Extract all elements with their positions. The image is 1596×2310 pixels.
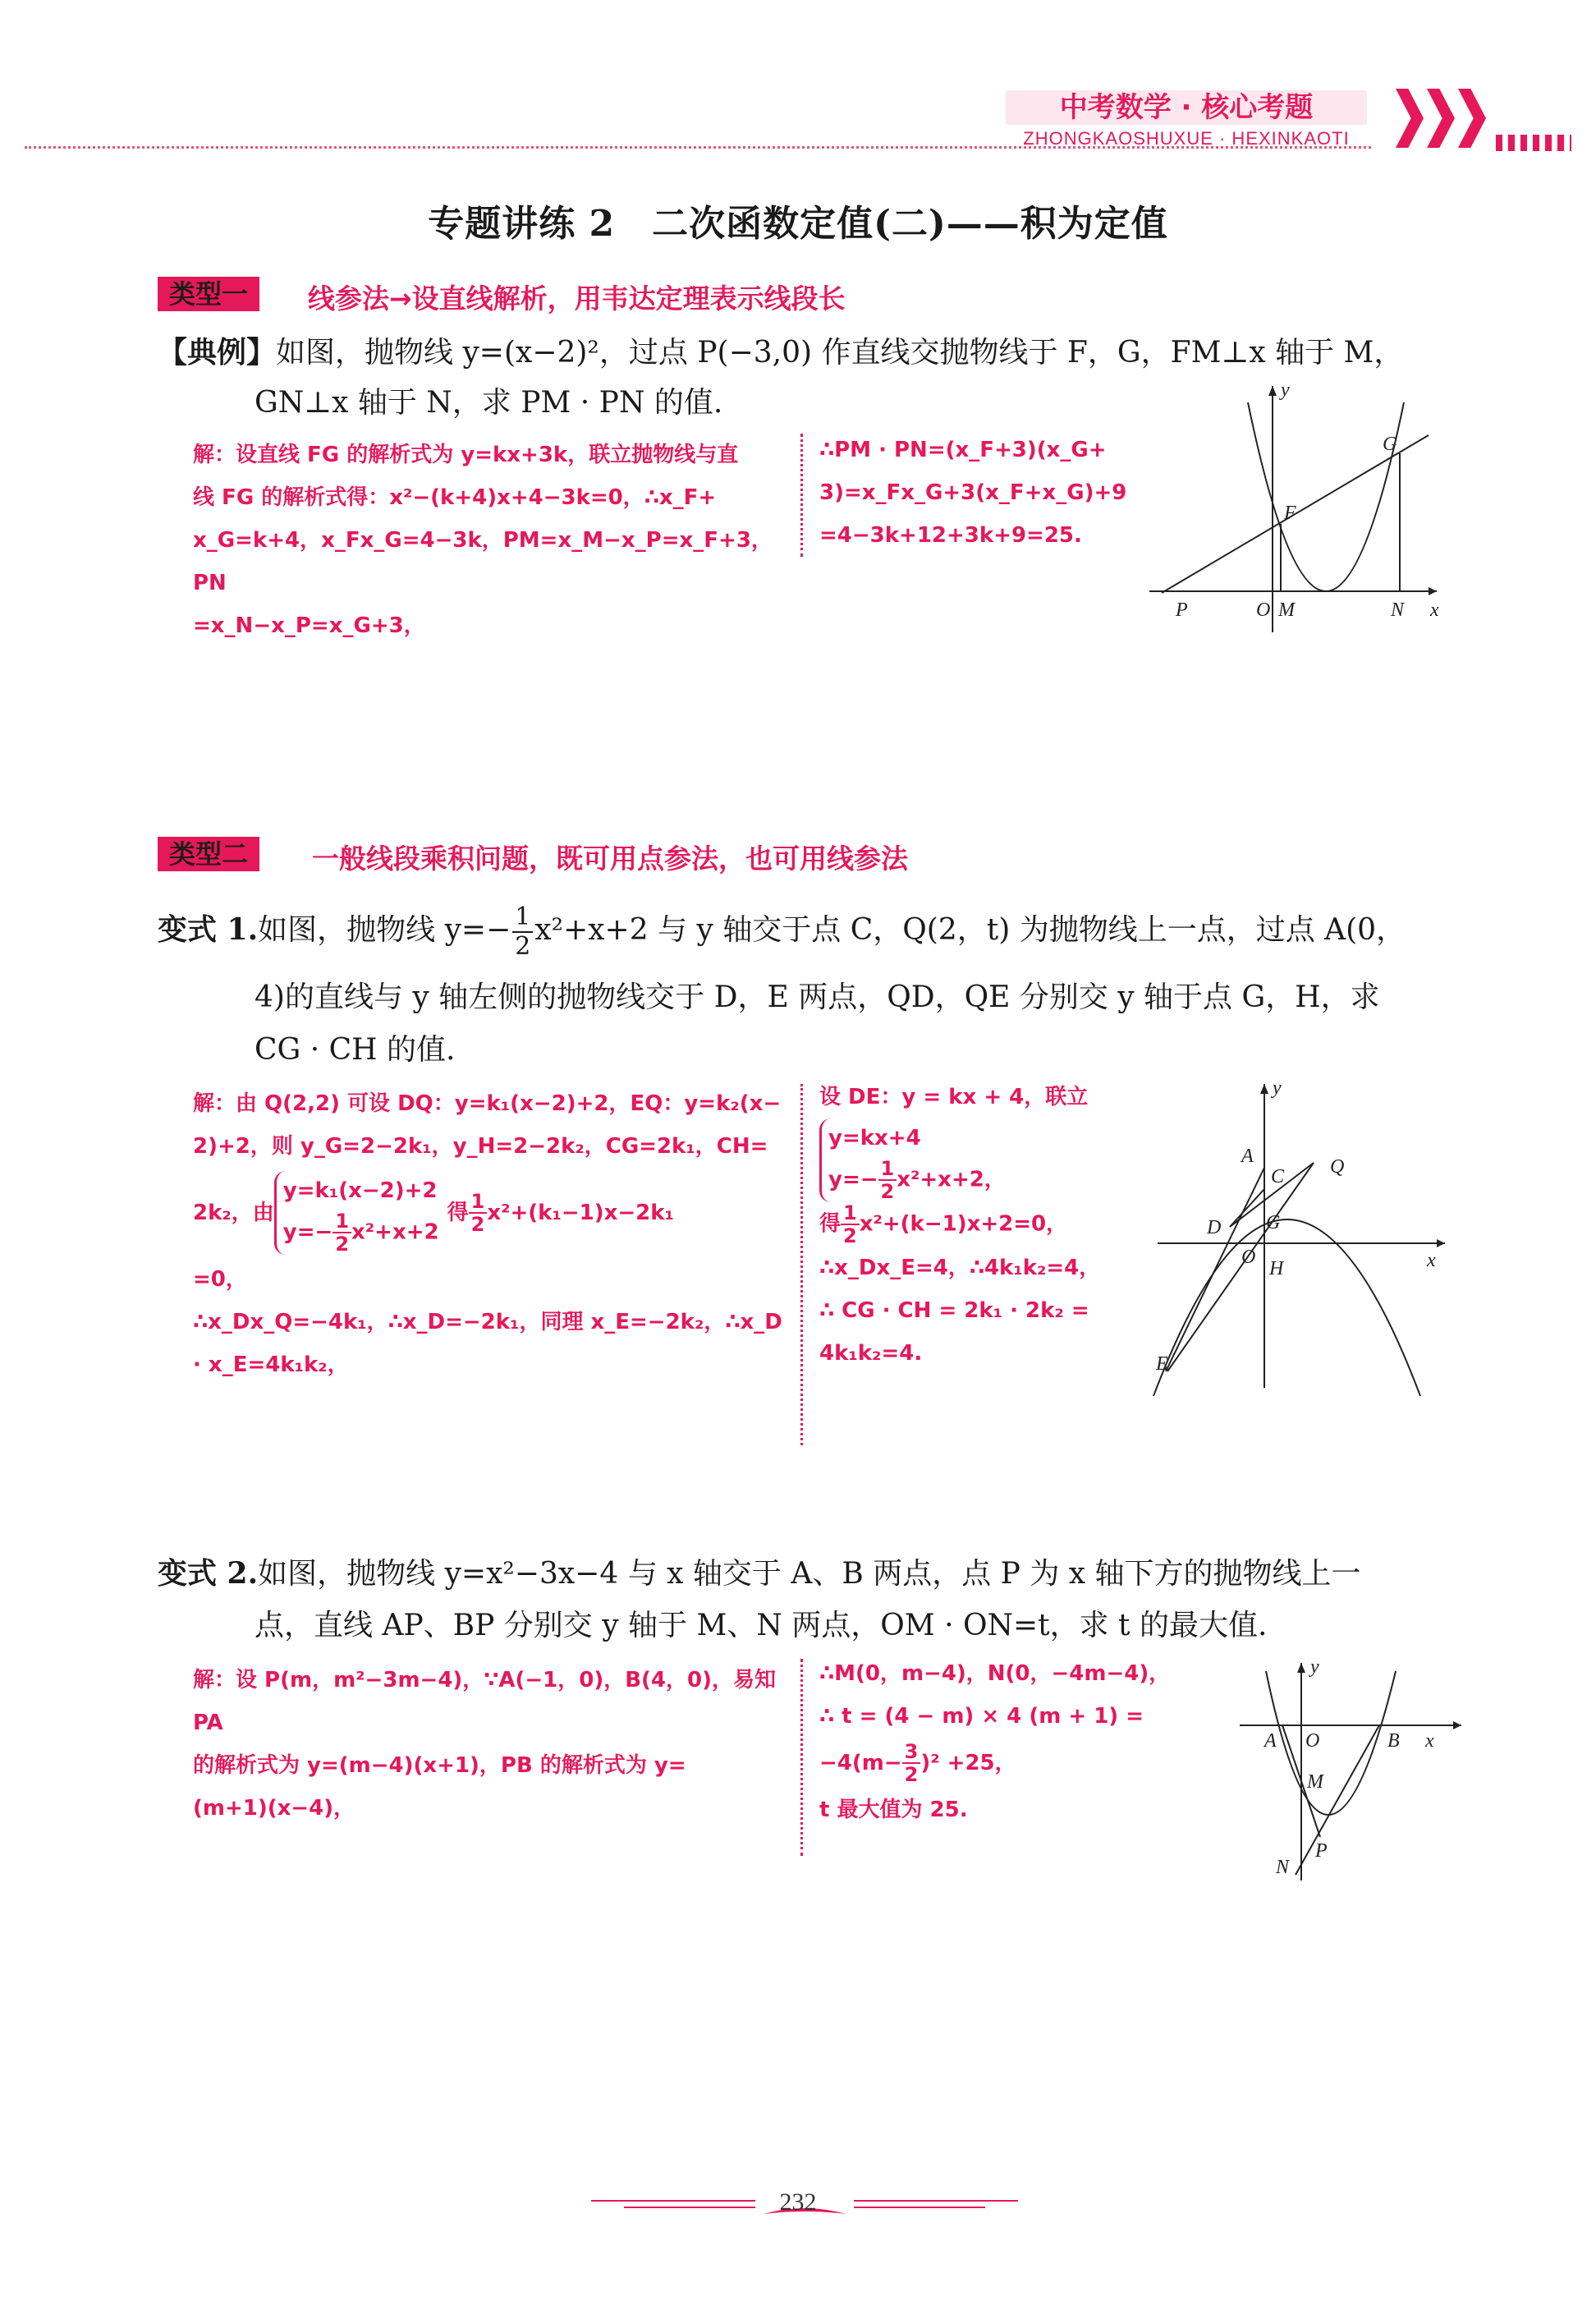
svg-text:F: F <box>1284 503 1296 524</box>
variant1-label: 变式 1. <box>158 912 259 947</box>
variant2-label: 变式 2. <box>158 1556 259 1591</box>
svg-text:H: H <box>1269 1258 1284 1279</box>
page-title: 专题讲练 2 二次函数定值(二)——积为定值 <box>428 203 1168 245</box>
system-brace: y=kx+4 y=− $\frac{1}{2}$ x²+x+2， <box>819 1118 1006 1202</box>
svg-text:G: G <box>1383 434 1397 455</box>
solution-divider <box>800 1084 803 1445</box>
chevron-icon <box>1458 89 1486 148</box>
svg-text:C: C <box>1271 1166 1285 1187</box>
svg-text:A: A <box>1241 1146 1254 1167</box>
svg-text:B: B <box>1387 1730 1400 1752</box>
fraction: $\frac{1}{2}$ <box>512 903 533 961</box>
example-figure <box>1141 378 1453 641</box>
svg-text:x: x <box>1425 1730 1434 1752</box>
variant1-line-1: 变式 1.如图，抛物线 y=− $\frac{1}{2}$ x²+x+2 与 y 轴交于点 C，Q(2，t) 为抛物线上一点，过点 A(0， <box>158 902 1406 961</box>
section-tag-2: 类型二 <box>158 837 259 871</box>
variant2-solution-right: ∴M(0，m−4)，N(0，−4m−4)， ∴ t = (4 − m) × 4 (m + 1) = −4(m− $\frac{3}{2}$ )² +25， t 最大值为 25. <box>819 1661 1171 1822</box>
section-heading-2: 一般线段乘积问题，既可用点参法，也可用线参法 <box>312 843 908 875</box>
svg-text:P: P <box>1315 1840 1328 1862</box>
variant1-figure <box>1149 1076 1453 1396</box>
svg-text:N: N <box>1276 1857 1290 1878</box>
system-brace: y=k₁(x−2)+2 y=− $\frac{1}{2}$ x²+x+2 <box>274 1171 439 1255</box>
solution-divider <box>800 434 803 557</box>
svg-text:O: O <box>1256 599 1271 621</box>
svg-text:O: O <box>1241 1247 1256 1268</box>
variant1-line-2: 4)的直线与 y 轴左侧的抛物线交于 D，E 两点，QD，QE 分别交 y 轴于点 G，H，求 <box>255 980 1380 1014</box>
svg-text:D: D <box>1207 1217 1222 1238</box>
svg-text:x: x <box>1430 599 1439 621</box>
solution-divider <box>800 1659 803 1856</box>
example-solution-left: 解：设直线 FG 的解析式为 y=kx+3k，联立抛物线与直 线 FG 的解析式得：x²−(k+4)x+4−3k=0，∴x_F+ x_G=k+4，x_Fx_G=4−3k，PM=x_M−x_P=x_F+3，PN =x_N−x_P=x_G+3， <box>193 443 773 638</box>
svg-text:M: M <box>1307 1771 1323 1793</box>
svg-text:P: P <box>1176 599 1188 621</box>
svg-text:y: y <box>1281 379 1290 401</box>
variant2-solution-left: 解：设 P(m，m²−3m−4)，∵A(−1，0)，B(4，0)，易知 PA 的解析式为 y=(m−4)(x+1)，PB 的解析式为 y= (m+1)(x−4)， <box>193 1668 776 1821</box>
header-stripes <box>1496 135 1571 151</box>
variant1-line-3: CG · CH 的值. <box>255 1033 456 1067</box>
example-question <box>158 327 1455 379</box>
svg-text:M: M <box>1278 599 1295 621</box>
section-heading-1: 线参法→设直线解析，用韦达定理表示线段长 <box>308 282 846 315</box>
svg-text:E: E <box>1156 1353 1168 1375</box>
variant1-solution-left: 解：由 Q(2,2) 可设 DQ：y=k₁(x−2)+2，EQ：y=k₂(x− 2)+2，则 y_G=2−2k₁，y_H=2−2k₂，CG=2k₁，CH= 2k₂，由 y=k₁(x−2)+2 y=− $\frac{1}{2}$ x²+x+2 得 $\frac{1}{2}$ x²+(k₁−1)x−2k₁ =0， ∴x_Dx_Q=−4k₁，∴x_D=−2k₁，同理 x_E=−2k₂，∴x_D · x_E=4k₁k₂， <box>193 1091 782 1377</box>
svg-text:N: N <box>1391 599 1405 621</box>
example-label: 【典例】 <box>158 335 277 370</box>
variant2-line-2: 点，直线 AP、BP 分别交 y 轴于 M、N 两点，OM · ON=t，求 t 的最大值. <box>255 1609 1268 1642</box>
variant1-solution-right: 设 DE：y = kx + 4，联立 y=kx+4 y=− $\frac{1}{2}$ x²+x+2， 得 $\frac{1}{2}$ x²+(k−1)x+2=0， ∴x_Dx_E=4，∴4k₁k₂=4， ∴ CG · CH = 2k₁ · 2k₂ = 4k₁k₂=4. <box>819 1085 1101 1366</box>
svg-text:G: G <box>1266 1212 1281 1233</box>
example-line-1: 如图，抛物线 y=(x−2)²，过点 P(−3,0) 作直线交抛物线于 F，G，FM⊥x 轴于 M， <box>276 336 1404 370</box>
svg-text:y: y <box>1310 1656 1319 1678</box>
header-subtitle: ZHONGKAOSHUXUE · HEXINKAOTI <box>1023 128 1350 149</box>
svg-text:Q: Q <box>1330 1156 1345 1178</box>
example-line-2: GN⊥x 轴于 N，求 PM · PN 的值. <box>255 386 723 420</box>
chevron-icon <box>1396 89 1424 148</box>
section-tag-1: 类型一 <box>158 277 259 311</box>
page-number: 232 <box>779 2188 817 2216</box>
svg-text:O: O <box>1305 1730 1320 1752</box>
variant2-line-1: 变式 2.如图，抛物线 y=x²−3x−4 与 x 轴交于 A、B 两点，点 P 为 x 轴下方的抛物线上一 <box>158 1556 1361 1591</box>
variant2-figure <box>1231 1655 1470 1885</box>
header-title: 中考数学 · 核心考题 <box>1006 90 1367 125</box>
chevron-icon <box>1427 89 1455 148</box>
example-solution-right: ∴PM · PN=(x_F+3)(x_G+ 3)=x_Fx_G+3(x_F+x_G)+9 =4−3k+12+3k+9=25. <box>819 438 1127 548</box>
svg-text:y: y <box>1273 1077 1282 1099</box>
svg-text:x: x <box>1427 1250 1436 1271</box>
svg-text:A: A <box>1264 1730 1277 1752</box>
